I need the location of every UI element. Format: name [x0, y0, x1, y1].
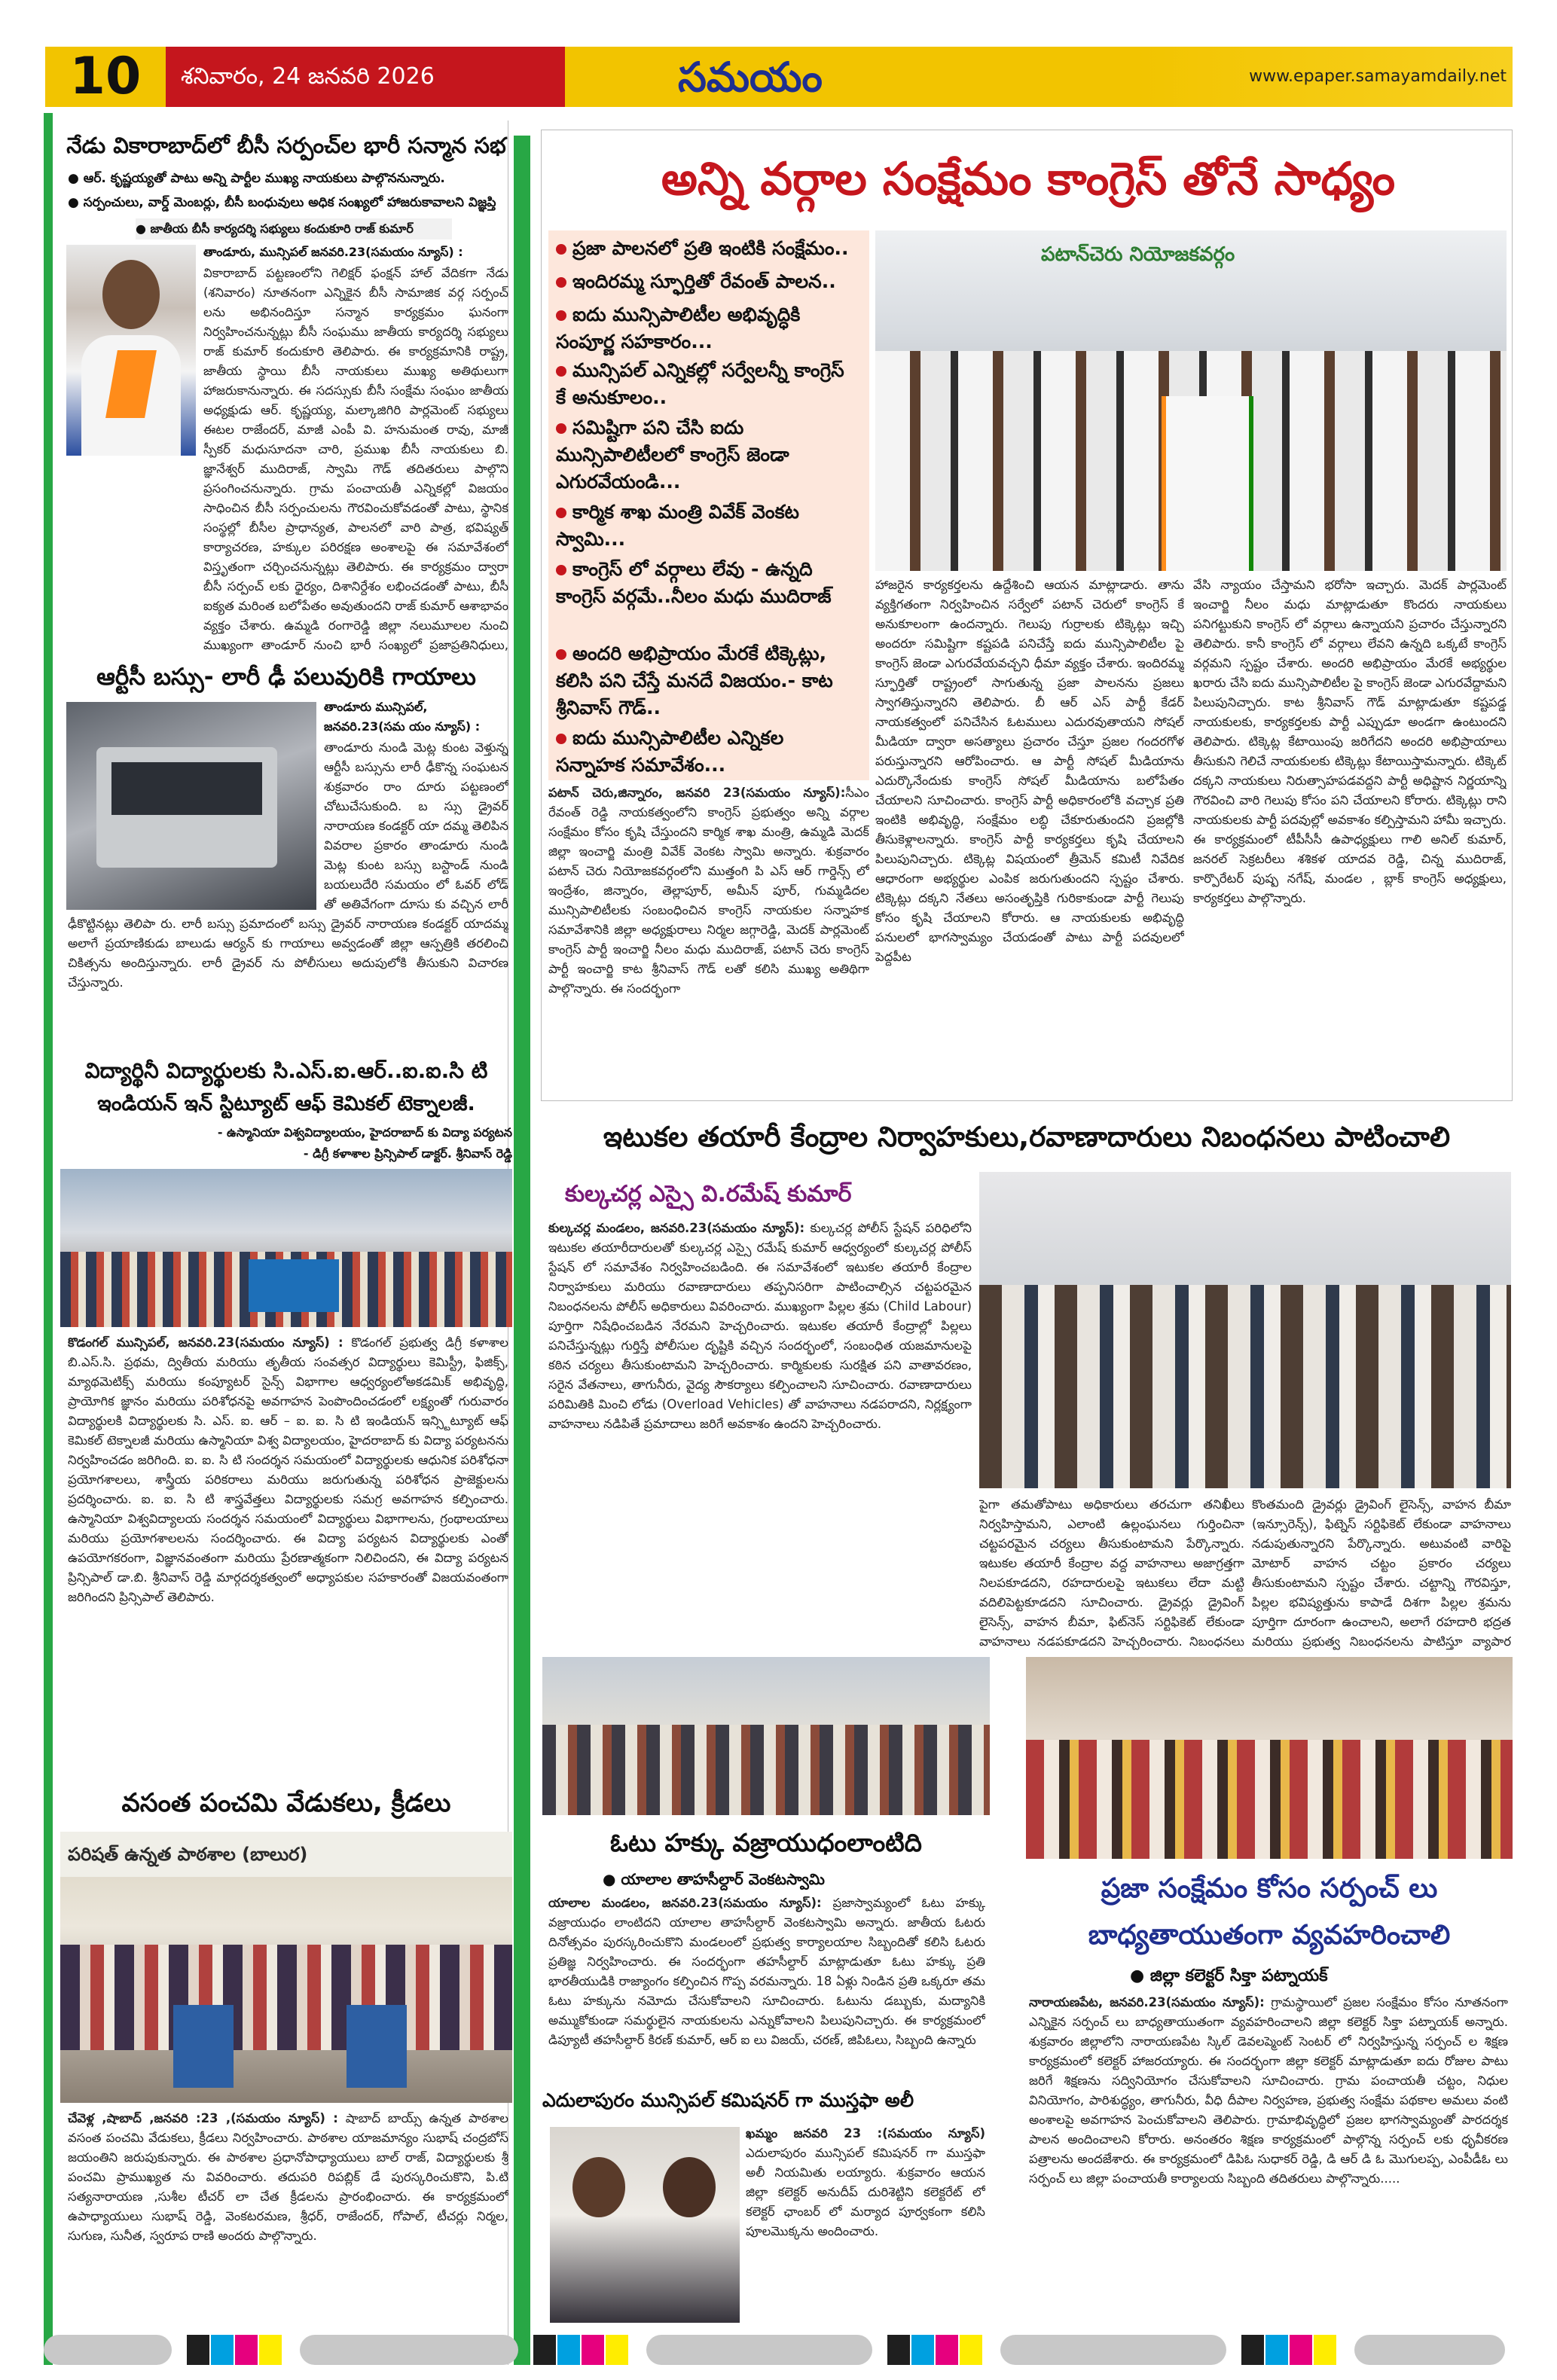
story5-headline[interactable]: ఇటుకల తయారీ కేంద్రాల నిర్వాహకులు,రవాణాదారులు నిబంధనలు పాటించాలి [603, 1121, 1451, 1153]
story1-body: వికారాబాద్ పట్టణంలోని గెలిక్షర్ ఫంక్షన్ హాల్ వేదికగా నేడు (శనివారం) నూతనంగా ఎన్నికైన బీసీ సామాజిక వర్గ సర్పంచ్ లను అభినందిస్తూ సన్మాన కార్యక్రమం ఘనంగా నిర్వహించనున్నట్లు బీసీ సంఘము జాతీయ కార్యదర్శి సభ్యులు రాజ్ కుమార్ కందుకూరి తెలిపారు. ఈ కార్యక్రమానికి రాష్ట్ర, జాతీయ స్థాయి బీసీ నాయకులు ముఖ్య అతిథులుగా హాజరుకానున్నారు. ఈ సదస్సుకు బీసీ సంక్షేమ సంఘం జాతీయ అధ్యక్షుడు ఆర్. కృష్ణయ్య, మల్కాజిగిరి పార్లమెంట్ సభ్యులు ఈటల రాజేందర్, మాజీ ఎంపీ వి. హనుమంత రావు, మాజీ స్పీకర్ మధుసూదనా చారి, ప్రముఖ బీసీ నాయకులు బి. జ్ఞానేశ్వర్ ముదిరాజ్, స్వామి గౌడ్ తదితరులు పాల్గొని ప్రసంగించనున్నారు. గ్రామ పంచాయతీ ఎన్నికల్లో విజయం సాధించిన బీసీ సర్పంచులను గౌరవించుకోవడంతో పాటు, స్థానిక సంస్థల్లో బీసీల ప్రాధాన్యత, పాలనలో వారి పాత్ర, భవిష్యత్ కార్యాచరణ, హక్కుల పరిరక్షణ అంశాలపై ఈ సమావేశంలో విస్తృతంగా చర్చించనున్నట్లు తెలిపారు. ఈ కార్యక్రమం ద్వారా బీసీ సర్పంచ్ లకు ధైర్యం, దిశానిర్దేశం లభించడంతో పాటు, బీసీ ఐక్యత మరింత బలోపేతం అవుతుందని రాజ్ కుమార్ ఆశాభావం వ్యక్తం చేశారు. ఉమ్మడి రంగారెడ్డి జిల్లా నలుమూలల నుంచి ముఖ్యంగా తాండూర్ నుంచి భారీ సంఖ్యలో ప్రజాప్రతినిధులు, [203, 266, 508, 652]
story3-sub-1: - ఉస్మానియా విశ్వవిద్యాలయం, హైదరాబాద్ కు విద్యా పర్యటన [217, 1125, 512, 1140]
story4-headline[interactable]: వసంత పంచమి వేడుకలు, క్రీడలు [121, 1788, 451, 1818]
story3-group-photo [60, 1169, 512, 1327]
story8-training-photo [1026, 1657, 1513, 1859]
story3-body: కొడంగల్ మున్సిపల్, జనవరి.23(సమయం న్యూస్) : కొడంగల్ ప్రభుత్వ డిగ్రీ కళాశాల బి.ఎస్.సి. ప్రథమ, ద్వితీయ మరియు తృతీయ సంవత్సర విద్యార్థులు కెమిస్ట్రీ, ఫిజిక్స్, మ్యాథమెటిక్స్ మరియు కంప్యూటర్ సైన్స్ విభాగాల ఆధ్వర్యంలోఅకడమిక్ అభివృద్ధి, ప్రాయోగిక జ్ఞానం మరియు పరిశోధనపై అవగాహన పెంపొందించడంలో లక్ష్యంతో గురువారం విద్యార్థులకి విద్యార్థులకు సి. ఎస్. ఐ. ఆర్ – ఐ. ఐ. సి టి ఇండియన్ ఇన్స్టిట్యూట్ ఆఫ్ కెమికల్ టెక్నాలజీ మరియు ఉస్మానియా విశ్వ విద్యాలయం, హైదరాబాద్ కు విద్యా పర్యటనను నిర్వహించడం జరిగింది. ఐ. ఐ. సి టి సందర్శన సమయంలో విద్యార్థులకు ఆధునిక పరిశోధనా ప్రయోగశాలలు, శాస్త్రీయ పరికరాలు మరియు జరుగుతున్న పరిశోధన ప్రాజెక్టులను ప్రదర్శించారు. ఐ. ఐ. సి టి శాస్త్రవేత్తలు విద్యార్థులకు సమగ్ర అవగాహన కల్పించారు. ఉస్మానియా విశ్వవిద్యాలయ సందర్శన సమయంలో విద్యార్థులు విభాగాలను, గ్రంథాలయాలు మరియు ప్రయోగశాలలను సందర్శించారు. ఈ విద్యా పర్యటన విద్యార్థులకు ఎంతో ఉపయోగకరంగా, విజ్ఞానవంతంగా మరియు ప్రేరణాత్మకంగా నిలిచిందని, ఈ విద్యా పర్యటన ప్రిన్సిపాల్ డా.బి. శ్రీనివాస్ రెడ్డి మార్గదర్శకత్వంలో అధ్యాపకుల సహకారంతో విజయవంతంగా జరిగిందని ప్రిన్సిపాల్ తెలిపారు. [68, 1335, 508, 1604]
story3-headline-1[interactable]: విద్యార్థినీ విద్యార్థులకు సి.ఎస్.ఐ.ఆర్..ఐ.ఐ.సి టి [84, 1058, 488, 1083]
story6-headline[interactable]: ఓటు హక్కు వజ్రాయుధంలాంటిది [610, 1828, 922, 1857]
lead-highlight-1: ప్రజా పాలనలో ప్రతి ఇంటికి సంక్షేమం.. [556, 235, 857, 262]
lead-highlight-3: ఐదు మున్సిపాలిటీల అభివృద్ధికి సంపూర్ణ సహకారం... [556, 304, 801, 352]
lead-highlight-6: కార్మిక శాఖ మంత్రి వివేక్ వెంకట స్వామి... [556, 501, 799, 550]
story2-body: తాండూరు నుండి మెట్ల కుంట వెళ్తున్న ఆర్టీసీ బస్సును లారీ ఢీకొన్న సంఘటన శుక్రవారం రాం దూరు పట్టణంలో చోటుచేసుకుంది. బ స్సు డ్రైవర్ నారాయణ కండక్టర్ యా దమ్మ తెలిపిన వివరాల ప్రకారం తాండూరు నుండి మెట్ల కుంట బస్సు బస్టాండ్ నుండి బయలుదేరి సమయం లో ఓవర్ లోడ్ తో అతివేగంగా దూసు కు వచ్చిన లారీ ఢీకొట్టినట్లు తెలిపా రు. లారీ బస్సు ప్రమాదంలో బస్సు డ్రైవర్ నారాయణ కండక్టర్ యాదమ్మ అలాగే ప్రయాణికుడు బాలుడు ఆర్యన్ కు గాయాలు అవ్వడంతో జిల్లా ఆస్పత్రికి తరలించి చికిత్సను అందిస్తున్నారు. లారీ డ్రైవర్ ను పోలీసులు అదుపులోకి తీసుకుని విచారణ చేస్తున్నారు. [68, 740, 508, 990]
page-number: 10 [45, 47, 166, 107]
story5-meeting-photo [979, 1172, 1511, 1488]
lead-col1: పటాన్ చెరు,జిన్నారం, జనవరి 23(సమయం న్యూస్):సీఎం రేవంత్ రెడ్డి నాయకత్వంలోని కాంగ్రెస్ ప్రభుత్వం అన్ని వర్గాల సంక్షేమం కోసం కృషి చేస్తుందని కార్మిక శాఖ మంత్రి, ఉమ్మడి మెదక్ జిల్లా ఇంచార్జి మంత్రి వివేక్ వెంకట స్వామి అన్నారు. శుక్రవారం పటాన్ చెరు నియోజకవర్గంలోని ముత్తంగి పి ఎస్ ఆర్ గార్డెన్స్ లో ఇంద్రేశం, జిన్నారం, తెల్లాపూర్, అమీన్ పూర్, గుమ్మడిదల మున్సిపాలిటీలకు సంబంధించిన కాంగ్రెస్ నాయకుల సన్నాహక సమావేశానికి జిల్లా అధ్యక్షురాలు నిర్మల జగ్గారెడ్డి, మెదక్ పార్లమెంట్ కాంగ్రెస్ పార్టీ ఇంచార్జి నీలం మధు ముదిరాజ్, పటాన్ చెరు కాంగ్రెస్ పార్టీ ఇంచార్జి కాట శ్రీనివాస్ గౌడ్ లతో కలిసి ముఖ్య అతిథిగా పాల్గొన్నారు. ఈ సందర్భంగా [548, 786, 869, 996]
column-rule [514, 136, 530, 2365]
website-url[interactable]: www.epaper.samayamdaily.net [1249, 67, 1507, 86]
lead-event-photo [875, 230, 1507, 571]
story8-body: నారాయణపేట, జనవరి.23(సమయం న్యూస్): గ్రామస్థాయిలో ప్రజల సంక్షేమం కోసం నూతనంగా ఎన్నికైన సర్పంచ్ లు బాధ్యతాయుతంగా వ్యవహరించాలని జిల్లా కలెక్టర్ సిక్తా పట్నాయక్ అన్నారు. శుక్రవారం జిల్లాలోని నారాయణపేట స్కిల్ డెవలప్మెంట్ సెంటర్ లో నిర్వహిస్తున్న సర్పంచ్ ల శిక్షణ కార్యక్రమంలో కలెక్టర్ హాజరయ్యారు. ఈ సందర్భంగా జిల్లా కలెక్టర్ మాట్లాడుతూ ఐదు రోజుల పాటు జరిగే శిక్షణను సద్వినియోగం చేసుకోవాలని సూచించారు. గ్రామ పంచాయతీ చట్టం, నిధుల వినియోగం, పారిశుద్ధ్యం, తాగునీరు, వీధి దీపాల నిర్వహణ, ప్రభుత్వ సంక్షేమ పథకాల అమలు వంటి అంశాలపై అవగాహన పెంచుకోవాలని తెలిపారు. గ్రామాభివృద్ధిలో ప్రజల భాగస్వామ్యంతో పారదర్శక పాలన అందించాలని కోరారు. అనంతరం శిక్షణ కార్యక్రమంలో పాల్గొన్న సర్పంచ్ లకు ధృవీకరణ పత్రాలను అందజేశారు. ఈ కార్యక్రమంలో డిపిఓ సుధాకర్ రెడ్డి, డి ఆర్ డి ఓ మొగులప్ప, ఎంపీడీఓ లు సర్పంచ్ లు జిల్లా పంచాయతీ కార్యాలయ సిబ్బంది తదితరులు పాల్గొన్నారు..... [1029, 1995, 1508, 2186]
left-rule [44, 113, 53, 2365]
lead-highlight-7: కాంగ్రెస్ లో వర్గాలు లేవు - ఉన్నది కాంగ్రెస్ వర్గమే..నీలం మధు ముదిరాజ్ [556, 558, 832, 607]
story5-dateline: కుల్కచర్ల మండలం, జనవరి.23(సమయం న్యూస్): [548, 1221, 805, 1235]
lead-col2: హాజరైన కార్యకర్తలను ఉద్దేశించి ఆయన మాట్లాడారు. తాను వ్యక్తిగతంగా నిర్వహించిన సర్వేలో పటాన్ చెరులో కాంగ్రెస్ కే అనుకూలంగా ఉందన్నారు. గెలుపు గుర్రాలకు టిక్కెట్లు ఇచ్చి అందరూ సమిష్టిగా కష్టపడి పనిచేస్తే ఐదు మున్సిపాలిటీల పై కాంగ్రెస్ జెండా ఎగురవేయవచ్చని ధీమా వ్యక్తం చేశారు. ఇందిరమ్మ స్ఫూర్తితో రాష్ట్రంలో సాగుతున్న ప్రజా పాలనను ప్రజలు స్వాగతిస్తున్నారని తెలిపారు. బీ ఆర్ ఎస్ పార్టీ కేడర్ నాయకత్వంలో పనిచేసిన ఓటములు ఎదురవుతాయని సోషల్ మీడియా ద్వారా అసత్యాలు ప్రచారం చేస్తూ ప్రజల గందరగోళ పరుస్తున్నారని ఆరోపించారు. ఆ పార్టీ సోషల్ మీడియాను ఎదుర్కొనేందుకు కాంగ్రెస్ సోషల్ మీడియాను బలోపేతం చేయాలని సూచించారు. కాంగ్రెస్ పార్టీ అధికారంలోకి వచ్చాక ప్రతి ఇంటికి అభివృద్ధి, సంక్షేమం లబ్ధి చేకూరుతుందని ప్రజల్లోకి తీసుకెళ్లాలన్నారు. కాంగ్రెస్ పార్టీ కార్యకర్తలు కృషి చేయాలని పిలుపునిచ్చారు. టిక్కెట్ల విషయంలో త్రీమెన్ కమిటీ నివేదిక ఆధారంగా అభ్యర్థుల ఎంపిక జరుగుతుందని స్పష్టం చేశారు. టిక్కెట్లు దక్కని నేతలు అసంతృప్తికి గురికాకుండా పార్టీ గెలుపు కోసం కృషి చేయాలని కోరారు. ఆ నాయకులకు అభివృద్ధి పనులలో భాగస్వామ్యం చేయడంతో పాటు పార్టీ పదవులలో పెద్దపీట [875, 578, 1184, 964]
story7-headline[interactable]: ఎదులాపురం మున్సిపల్ కమిషనర్ గా ముస్తఫా అలీ [542, 2089, 914, 2111]
story6-group-photo [542, 1657, 990, 1815]
story2-dateline: తాండూరు మున్సిపల్, జనవరి.23(సమ యం న్యూస్) : [324, 700, 481, 734]
story1-sub-3: ● జాతీయ బీసీ కార్యదర్శి సభ్యులు కందుకూరి రాజ్ కుమార్ [136, 218, 452, 240]
lead-col3: వేసి న్యాయం చేస్తామని భరోసా ఇచ్చారు. మెదక్ పార్లమెంట్ ఇంచార్జి నీలం మధు మాట్లాడుతూ కొందరు నాయకులు పనిగట్టుకుని కాంగ్రెస్ లో వర్గాలు ఉన్నాయని ప్రచారం చేస్తున్నారని తెలిపారు. కానీ కాంగ్రెస్ లో వర్గాలు లేవని ఉన్నది ఒక్కటే కాంగ్రెస్ వర్గమని స్పష్టం చేశారు. అందరి అభిప్రాయం మేరకే అభ్యర్థుల ఖరారు చేసి ఐదు మున్సిపాలిటీల పై కాంగ్రెస్ జెండా ఎగురవేద్దామని పిలుపునిచ్చారు. కాట శ్రీనివాస్ గౌడ్ మాట్లాడుతూ కష్టపడ్డ నాయకులకు, కార్యకర్తలకు పార్టీ ఎప్పుడూ అండగా ఉంటుందని తెలిపారు. టిక్కెట్ల కేటాయింపు జరిగేదని అందరి అభిప్రాయాలు తీసుకుని గెలిచే నాయకులకు టిక్కెట్లు కేటాయిస్తామన్నారు. టిక్కెట్ దక్కని నాయకులు నిరుత్సాహపడవద్దని పార్టీ అధిష్టాన నిర్ణయాన్ని గౌరవించి వారి గెలుపు కోసం పని చేయాలని కోరారు. టిక్కెట్లు రాని నాయకులకు పార్టీ పదవుల్లో అవకాశం కల్పిస్తామని హామీ ఇచ్చారు. ఈ కార్యక్రమంలో టీపీసీసీ ఉపాధ్యక్షులు గాలి అనిల్ కుమార్, జనరల్ సెక్రటరీలు శశికళ యాదవ రెడ్డి, చిన్న ముదిరాజ్, కార్పొరేటర్ పుష్ప నగేష్, మండల , బ్లాక్ కాంగ్రెస్ అధ్యక్షులు, కార్యకర్తలు పాల్గొన్నారు. [1193, 578, 1507, 905]
story1-sub-1: ● ఆర్. కృష్ణయ్యతో పాటు అన్ని పార్టీల ముఖ్య నాయకులు పాల్గొననున్నారు. [68, 171, 445, 186]
masthead-title: సమయం [678, 53, 823, 101]
story6-dateline: యాలాల మండలం, జనవరి.23(సమయం న్యూస్): [548, 1896, 822, 1910]
lead-photo-banner: పటాన్‌చెరు నియోజకవర్గం [1041, 243, 1235, 266]
story5-speaker: కుల్కచర్ల ఎస్సై వి.రమేష్ కుమార్ [565, 1181, 852, 1207]
story6-body: యాలాల మండలం, జనవరి.23(సమయం న్యూస్): ప్రజాస్వామ్యంలో ఓటు హక్కు వజ్రాయుధం లాంటిదని యాలాల తాహసీల్దార్ వెంకటస్వామి అన్నారు. జాతీయ ఓటరు దినోత్సవం పురస్కరించుకొని మండలంలో ప్రభుత్వ కార్యాలయాల సిబ్బందితో కలిసి ఓటరు ప్రతిజ్ఞ నిర్వహించారు. ఈ సందర్భంగా తహసీల్దార్ మాట్లాడుతూ ఓటు హక్కు ప్రతి భారతీయుడికి రాజ్యాంగం కల్పించిన గొప్ప వరమన్నారు. 18 ఏళ్లు నిండిన ప్రతి ఒక్కరూ తమ ఓటు హక్కును నమోదు చేసుకోవాలని సూచించారు. ఓటును డబ్బుకు, మద్యానికి అమ్ముకోకుండా సమర్థులైన నాయకులను ఎన్నుకోవాలని పిలుపునిచ్చారు. ఈ కార్యక్రమంలో డిప్యూటీ తహసీల్దార్ కిరణ్ కుమార్, ఆర్ ఐ లు విజయ్, చరణ్, జిపిఓలు, సిబ్బంది ఉన్నారు [548, 1896, 985, 2047]
story5-col2: పైగా తమతోపాటు అధికారులు తరచుగా తనిఖీలు నిర్వహిస్తామని, ఎలాంటి ఉల్లంఘనలు గుర్తించినా చట్టపరమైన చర్యలు తీసుకుంటామని పేర్కొన్నారు. ఇటుకల తయారీ కేంద్రాల వద్ద వాహనాలు అజాగ్రత్తగా నిలపకూడదని, రహదారులపై ఇటుకలు లేదా మట్టి వదిలిపెట్టకూడదని సూచించారు. డ్రైవర్లు డ్రైవింగ్ లైసెన్స్, వాహన బీమా, ఫిట్‌నెస్ సర్టిఫికెట్ లేకుండా వాహనాలు నడపకూడదని హెచ్చరించారు. నిబంధనలు [979, 1497, 1244, 1649]
story7-body: ఖమ్మం జనవరి 23 :(సమయం న్యూస్) ఎదులాపురం మున్సిపల్ కమిషనర్ గా ముస్తఫా అలీ నియమితు లయ్యారు. శుక్రవారం ఆయన జిల్లా కలెక్టర్ అనుదీప్ దురిశెట్టిని కలెక్టరేట్ లో కలెక్టర్ ఛాంబర్ లో మర్యాద పూర్వకంగా కలిసి పూలమొక్కను అందించారు. [746, 2126, 985, 2238]
issue-date: శనివారం, 24 జనవరి 2026 [166, 47, 565, 107]
story6-speaker: ● యాలాల తాహసీల్దార్ వెంకటస్వామి [603, 1870, 825, 1888]
lead-headline[interactable]: అన్ని వర్గాల సంక్షేమం కాంగ్రెస్ తోనే సాధ్యం [661, 153, 1396, 206]
story4-dateline: చేవెళ్ల ,షాబాద్ ,జనవరి :23 ,(సమయం న్యూస్) : [68, 2111, 338, 2125]
story2-headline[interactable]: ఆర్టీసీ బస్సు- లారీ ఢీ పలువురికి గాయాలు [96, 664, 476, 691]
lead-highlight-4: మున్సిపల్ ఎన్నికల్లో సర్వేలన్నీ కాంగ్రెస్ కే అనుకూలం.. [556, 359, 844, 408]
story8-headline-2[interactable]: బాధ్యతాయుతంగా వ్యవహరించాలి [1088, 1920, 1451, 1951]
story4-photo-signboard: పరిషత్ ఉన్నత పాఠశాల (బాలుర) [68, 1844, 308, 1865]
story4-body: చేవెళ్ల ,షాబాద్ ,జనవరి :23 ,(సమయం న్యూస్) : షాబాద్ బాయ్స్ ఉన్నత పాఠశాల వసంత పంచమి వేడుకలు, క్రీడలు నిర్వహించారు. పాఠశాల యాజమాన్యం సుభాష్ చంద్రబోస్ జయంతిని జరుపుకున్నారు. ఈ పాఠశాల ప్రధానోపాధ్యాయులు బాల్ రాజ్, విద్యార్థులకు శ్రీ పంచమి ప్రాముఖ్యత ను వివరించారు. తదుపరి రిపబ్లిక్ డే పురస్కరించుకొని, పి.టి సత్యనారాయణ ,సుశీల టీచర్ లా చేత క్రీడలను ప్రారంభించారు. ఈ కార్యక్రమంలో ఉపాధ్యాయులు సుభాష్ రెడ్డి, వెంకటరమణ, శ్రీధర్, రాజేందర్, గోపాల్, టీచర్లు నిర్మల, సుగుణ, సునీత, స్వరూప రాణి అందరు పాల్గొన్నారు. [68, 2111, 508, 2243]
story7-dateline: ఖమ్మం జనవరి 23 :(సమయం న్యూస్) [746, 2126, 985, 2140]
lead-highlight-5: సమిష్టిగా పని చేసి ఐదు మున్సిపాలిటీలలో కాంగ్రెస్ జెండా ఎగురవేయండి... [556, 416, 789, 493]
lead-highlight-2: ఇందిరమ్మ స్ఫూర్తితో రేవంత్ పాలన.. [556, 268, 857, 295]
story4-event-photo [60, 1832, 512, 2103]
story5-col1: కుల్కచర్ల మండలం, జనవరి.23(సమయం న్యూస్): కుల్కచర్ల పోలీస్ స్టేషన్ పరిధిలోని ఇటుకల తయారీదారులతో కుల్కచర్ల ఎస్సై రమేష్ కుమార్ ఆధ్వర్యంలో కుల్కచర్ల పోలీస్ స్టేషన్ లో సమావేశం నిర్వహించబడింది. ఈ సమావేశంలో ఇటుకల తయారీ కేంద్రాల నిర్వాహకులు మరియు రవాణాదారులు తప్పనిసరిగా పాటించాల్సిన చట్టపరమైన నిబంధనలను పోలీస్ అధికారులు వివరించారు. ముఖ్యంగా పిల్లల శ్రమ (Child Labour) పూర్తిగా నిషేధించబడిన నేరమని హెచ్చరించారు. ఇటుకల తయారీ కేంద్రాల్లో పిల్లలు పనిచేస్తున్నట్లు గుర్తిస్తే పోలీసుల దృష్టికి వచ్చిన సందర్భంలో, సంబంధిత యజమానులపై కఠిన చర్యలు తీసుకుంటామని హెచ్చరించారు. కార్మికులకు సురక్షిత పని వాతావరణం, సరైన వేతనాలు, తాగునీరు, వైద్య సౌకర్యాలు కల్పించాలని సూచించారు. రవాణాదారులు పరిమితికి మించి లోడు (Overload Vehicles) తో వాహనాలు నడపరాదని, నిర్లక్ష్యంగా వాహనాలు నడిపితే ప్రమాదాలు జరిగే అవకాశం ఉందని హెచ్చరించారు. [548, 1221, 972, 1431]
story3-sub-2: - డిగ్రీ కళాశాల ప్రిన్సిపాల్ డాక్టర్. శ్రీనివాస్ రెడ్డి [303, 1146, 512, 1161]
story8-dateline: నారాయణపేట, జనవరి.23(సమయం న్యూస్): [1029, 1995, 1265, 2009]
story5-col3: కొంతమంది డ్రైవర్లు డ్రైవింగ్ లైసెన్స్, వాహన బీమా (ఇన్సూరెన్స్), ఫిట్నెస్ సర్టిఫికెట్ లేకుండా వాహనాలు నడుపుతున్నారని పేర్కొన్నారు. అటువంటి వారిపై మోటార్ వాహన చట్టం ప్రకారం చర్యలు తీసుకుంటామని స్పష్టం చేశారు. చట్టాన్ని గౌరవిస్తూ, పిల్లల భవిష్యత్తును కాపాడే దిశగా పిల్లల శ్రమను పూర్తిగా దూరంగా ఉంచాలని, అలాగే రహదారి భద్రత మరియు ప్రభుత్వ నిబంధనలను పాటిస్తూ వ్యాపార [1252, 1497, 1511, 1649]
lead-highlight-8: అందరి అభిప్రాయం మేరకే టిక్కెట్లు, కలిసి పని చేస్తే మనదే విజయం.- కాట శ్రీనివాస్ గౌడ్.. [556, 642, 833, 719]
lead-dateline: పటాన్ చెరు,జిన్నారం, జనవరి 23(సమయం న్యూస్): [548, 786, 846, 800]
story8-headline-1[interactable]: ప్రజా సంక్షేమం కోసం సర్పంచ్ లు [1101, 1873, 1438, 1904]
story3-headline-2[interactable]: ఇండియన్ ఇన్ స్టిట్యూట్ ఆఫ్ కెమికల్ టెక్నాలజీ. [97, 1092, 475, 1115]
lead-highlights [548, 230, 869, 780]
story1-headline[interactable]: నేడు వికారాబాద్‌లో బీసీ సర్పంచ్‌ల భారీ సన్మాన సభ [66, 133, 506, 158]
print-color-bar [44, 2335, 1513, 2365]
story8-speaker: ● జిల్లా కలెక్టర్ సిక్తా పట్నాయక్ [1130, 1967, 1328, 1985]
lead-highlight-9: ఐదు మున్సిపాలిటీల ఎన్నికల సన్నాహక సమావేశం... [556, 727, 784, 776]
story1-dateline: తాండూరు, మున్సిపల్ జనవరి.23(సమయం న్యూస్) : [203, 245, 463, 259]
story3-dateline: కొడంగల్ మున్సిపల్, జనవరి.23(సమయం న్యూస్) : [68, 1335, 343, 1350]
story7-photo [550, 2127, 740, 2323]
story1-sub-2: ● సర్పంచులు, వార్డ్ మెంబర్లు, బీసీ బంధువులు అధిక సంఖ్యలో హాజరుకావాలని విజ్ఞప్తి [68, 195, 496, 210]
